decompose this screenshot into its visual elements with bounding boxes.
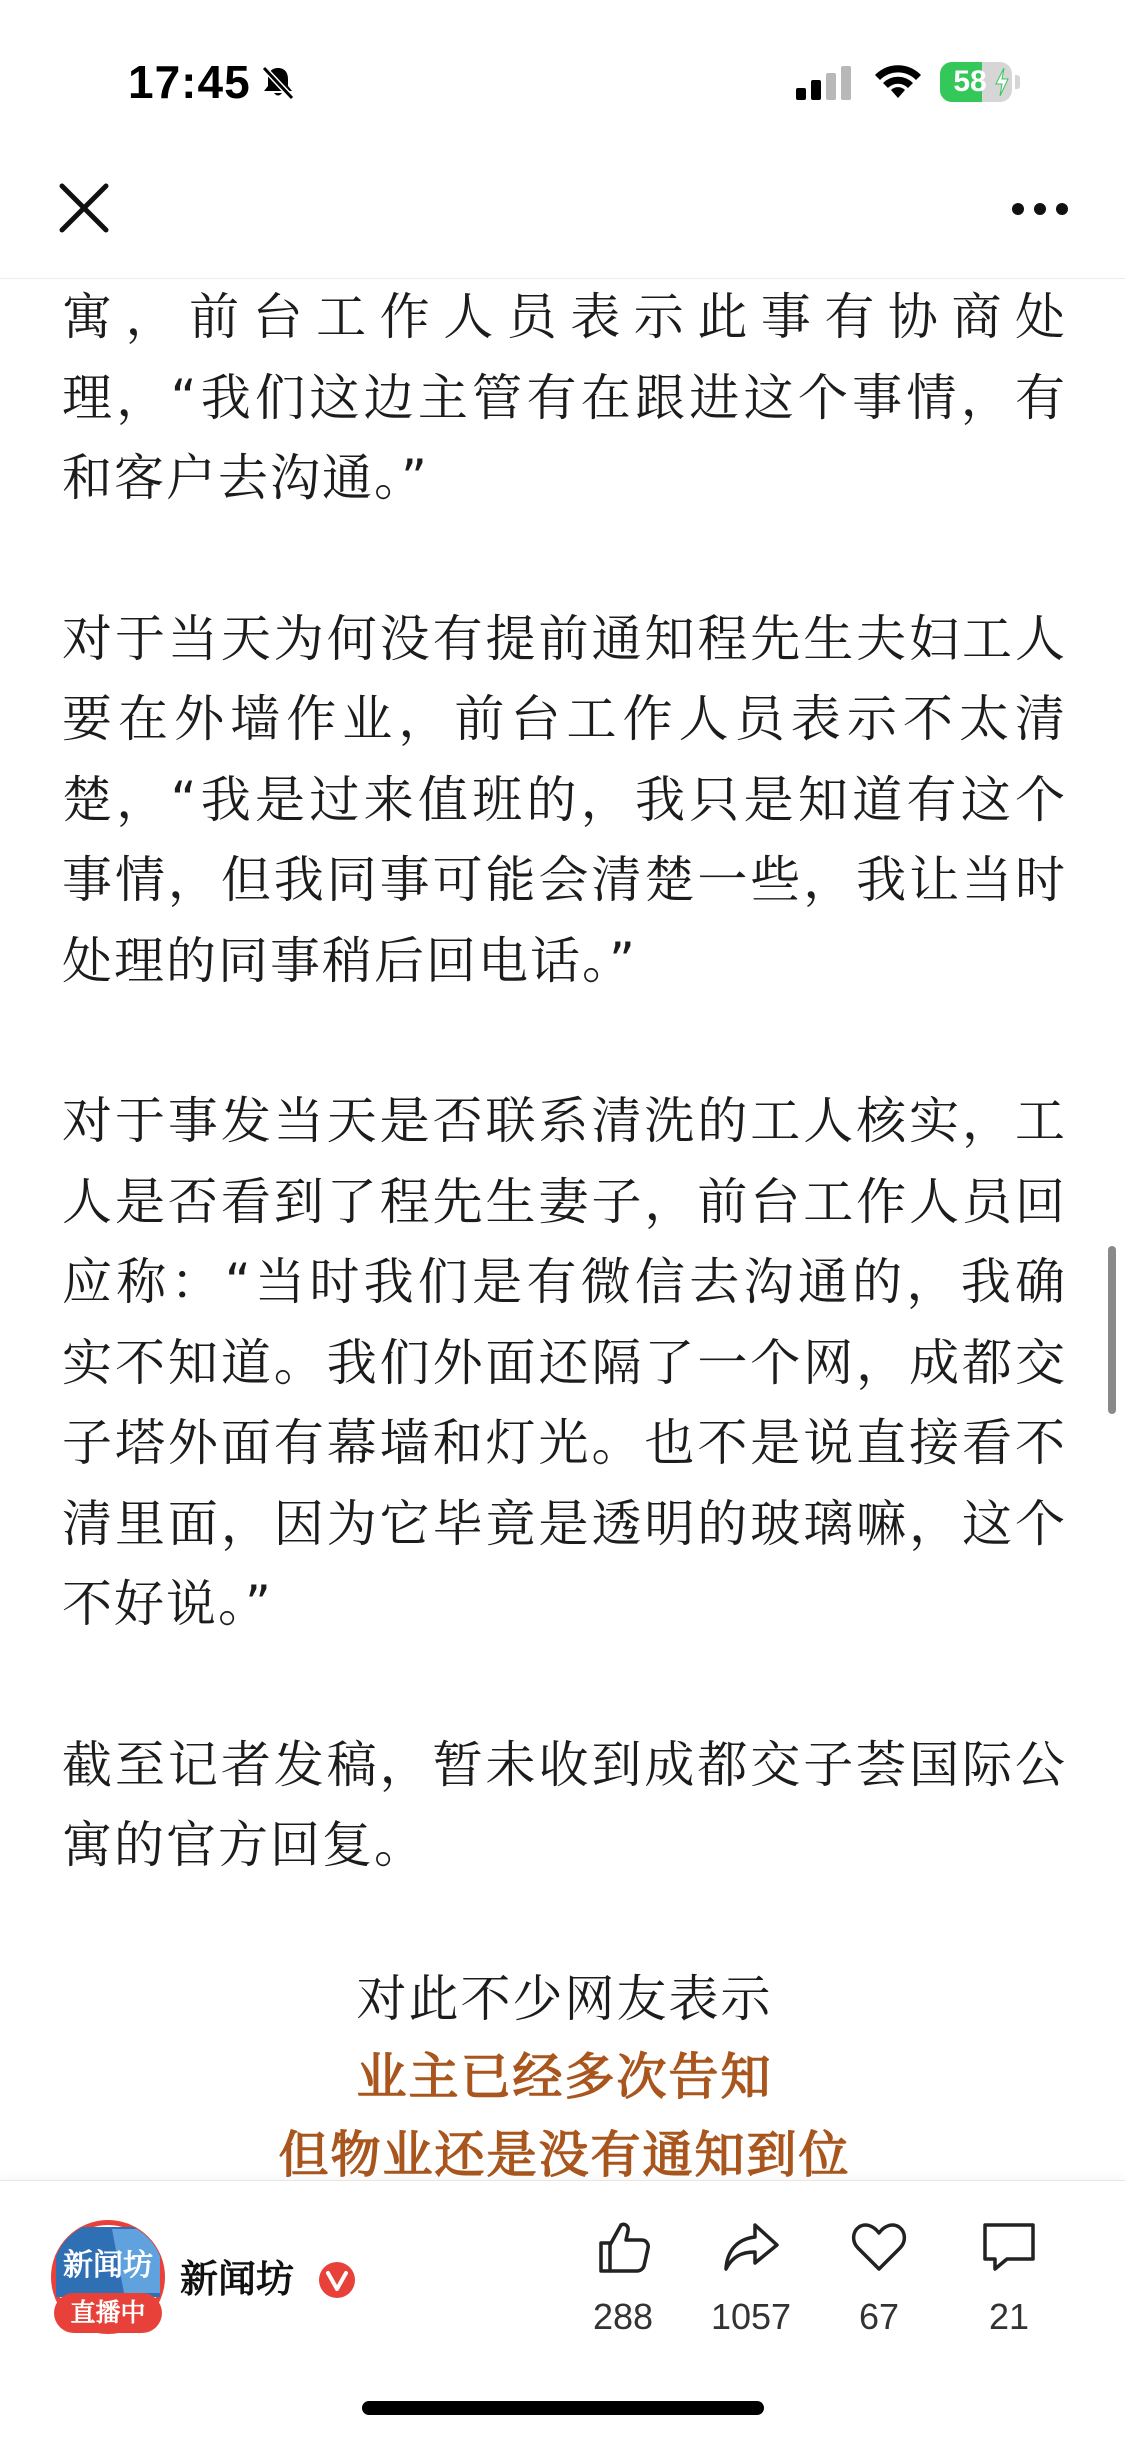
share-count: 1057 <box>710 2296 792 2337</box>
cellular-signal-icon <box>796 66 854 100</box>
callout-highlight-line: 业主已经多次告知 <box>356 2047 773 2106</box>
share-button[interactable] <box>686 2217 816 2347</box>
callout-line: 对此不少网友表示 <box>356 1969 773 2028</box>
account-name[interactable]: 新闻坊 <box>180 2257 295 2301</box>
article-content[interactable] <box>0 279 1125 2179</box>
thumbs-up-icon <box>593 2217 653 2277</box>
bolt-icon <box>994 68 1010 96</box>
article-paragraph: 对于当天为何没有提前通知程先生夫妇工人要在外墙作业，前台工作人员表示不太清楚，“我是过来值班的，我只是知道有这个事情，但我同事可能会清楚一些，我让当时处理的同事稍后回电话。” <box>62 609 1067 990</box>
comment-count: 21 <box>988 2296 1030 2337</box>
like-button[interactable] <box>558 2217 688 2347</box>
callout-highlight-line: 但物业还是没有通知到位 <box>278 2125 851 2179</box>
more-icon[interactable] <box>1010 200 1070 218</box>
home-indicator[interactable] <box>362 2401 764 2415</box>
favorite-button[interactable] <box>814 2217 944 2347</box>
heart-icon <box>849 2217 909 2277</box>
bottom-action-bar <box>0 2180 1125 2437</box>
live-badge[interactable]: 直播中 <box>54 2293 162 2333</box>
status-bar <box>0 0 1125 150</box>
close-icon[interactable] <box>56 180 112 236</box>
article-paragraph: 对于事发当天是否联系清洗的工人核实，工人是否看到了程先生妻子，前台工作人员回应称：“当时我们是有微信去沟通的，我确实不知道。我们外面还隔了一个网，成都交子塔外面有幕墙和灯光。也不是说直接看不清里面，因为它毕竟是透明的玻璃嘛，这个不好说。” <box>62 1092 1067 1633</box>
article-inner <box>62 279 1067 2179</box>
bell-slash-icon <box>258 62 298 102</box>
status-time: 17:45 <box>128 56 251 108</box>
avatar-text: 新闻坊 <box>63 2248 153 2283</box>
article-paragraph: 截至记者发稿，暂未收到成都交子荟国际公寓的官方回复。 <box>62 1735 1067 1874</box>
wifi-icon <box>872 62 924 102</box>
nav-bar <box>0 150 1125 279</box>
comment-icon <box>979 2217 1039 2277</box>
article-paragraph: 寓，前台工作人员表示此事有协商处理，“我们这边主管有在跟进这个事情，有和客户去沟通。” <box>62 288 1067 507</box>
battery-cap <box>1015 75 1020 89</box>
share-icon <box>721 2217 781 2277</box>
verified-icon <box>318 2261 356 2299</box>
comment-button[interactable] <box>944 2217 1074 2347</box>
like-count: 288 <box>592 2296 654 2337</box>
favorite-count: 67 <box>858 2296 900 2337</box>
scrollbar[interactable] <box>1108 1246 1116 1414</box>
battery-indicator <box>940 62 1022 102</box>
battery-percent: 58 <box>953 65 987 98</box>
centered-callout <box>62 1960 1067 2180</box>
